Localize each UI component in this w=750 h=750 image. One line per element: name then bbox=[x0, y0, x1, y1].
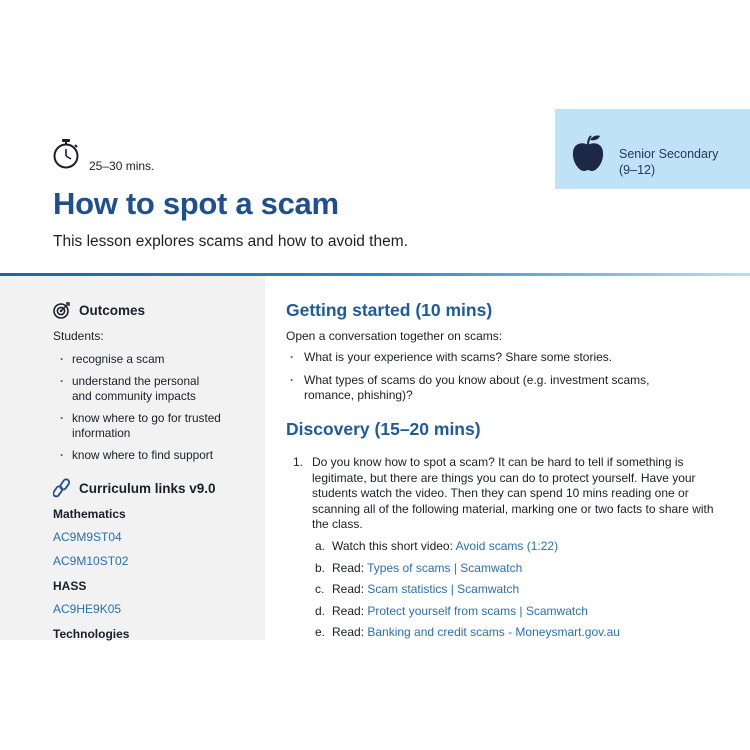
list-item: · know where to go for trusted information bbox=[60, 411, 250, 442]
item-letter: c. bbox=[315, 582, 325, 596]
getting-started-intro: Open a conversation together on scams: bbox=[286, 329, 503, 343]
curriculum-heading-label: Curriculum links v9.0 bbox=[79, 480, 216, 496]
step-number: 1. bbox=[293, 455, 304, 469]
level-line-2: (9–12) bbox=[619, 163, 656, 177]
apple-icon bbox=[570, 133, 606, 173]
curriculum-heading bbox=[53, 478, 216, 498]
item-letter: b. bbox=[315, 560, 326, 575]
curriculum-code-link[interactable]: AC9HE9K05 bbox=[53, 602, 122, 616]
students-label: Students: bbox=[53, 329, 104, 343]
item-letter: a. bbox=[315, 539, 326, 553]
stopwatch-icon bbox=[52, 138, 80, 170]
list-item bbox=[315, 561, 735, 583]
list-item bbox=[315, 604, 735, 626]
item-prefix: Read: bbox=[332, 560, 368, 575]
list-item: · What types of scams do you know about (e.g. investment scams, romance, phishing)? bbox=[290, 373, 700, 404]
list-item bbox=[315, 625, 735, 647]
list-item: · recognise a scam bbox=[60, 352, 260, 368]
discovery-paragraph: Do you know how to spot a scam? It can be hard to tell if something is legitimate, but there are things you can do to protect yourself. Have your students watch the video. Then they can spend 10 mins reading one or scanning all of the following material, marking one or two facts to share with the class. bbox=[312, 455, 714, 532]
list-item: · know where to find support bbox=[60, 448, 260, 464]
level-badge bbox=[555, 109, 750, 189]
resource-link[interactable]: Types of scams | Scamwatch bbox=[367, 560, 523, 575]
link-chain-icon bbox=[53, 478, 70, 498]
discovery-title: Discovery (15–20 mins) bbox=[286, 419, 481, 439]
level-label bbox=[619, 146, 718, 178]
item-prefix: Read: bbox=[332, 603, 368, 618]
outcomes-list bbox=[60, 352, 260, 469]
outcomes-heading-label: Outcomes bbox=[79, 303, 146, 318]
list-item bbox=[315, 539, 735, 561]
lesson-duration: 25–30 mins. bbox=[89, 159, 155, 173]
level-line-1: Senior Secondary bbox=[619, 147, 719, 161]
item-prefix: Read: bbox=[332, 625, 368, 639]
list-item: · understand the personal and community impacts bbox=[60, 374, 220, 405]
curriculum-code-link[interactable]: AC9M10ST02 bbox=[53, 554, 129, 568]
mathematics-label: Mathematics bbox=[53, 507, 126, 521]
item-letter: d. bbox=[315, 603, 326, 618]
resource-link[interactable]: Scam statistics | Scamwatch bbox=[367, 582, 520, 596]
resource-link[interactable]: Banking and credit scams - Moneysmart.gov.au bbox=[367, 625, 620, 639]
list-item bbox=[315, 582, 735, 604]
hass-label: HASS bbox=[53, 579, 87, 593]
target-icon bbox=[53, 302, 70, 319]
page-subtitle: This lesson explores scams and how to avoid them. bbox=[53, 233, 408, 250]
item-letter: e. bbox=[315, 625, 326, 639]
outcomes-heading bbox=[53, 302, 145, 319]
getting-started-list bbox=[290, 350, 730, 411]
page-title: How to spot a scam bbox=[53, 186, 339, 221]
getting-started-title: Getting started (10 mins) bbox=[286, 300, 493, 320]
resource-link[interactable]: Protect yourself from scams | Scamwatch bbox=[367, 603, 588, 618]
resource-link[interactable]: Avoid scams (1:22) bbox=[455, 539, 559, 553]
item-prefix: Read: bbox=[332, 582, 368, 596]
list-item: · What is your experience with scams? Share some stories. bbox=[290, 350, 730, 366]
discovery-resources bbox=[315, 539, 735, 647]
technologies-label: Technologies bbox=[53, 627, 130, 641]
item-prefix: Watch this short video: bbox=[332, 539, 456, 553]
curriculum-code-link[interactable]: AC9M9ST04 bbox=[53, 530, 122, 544]
